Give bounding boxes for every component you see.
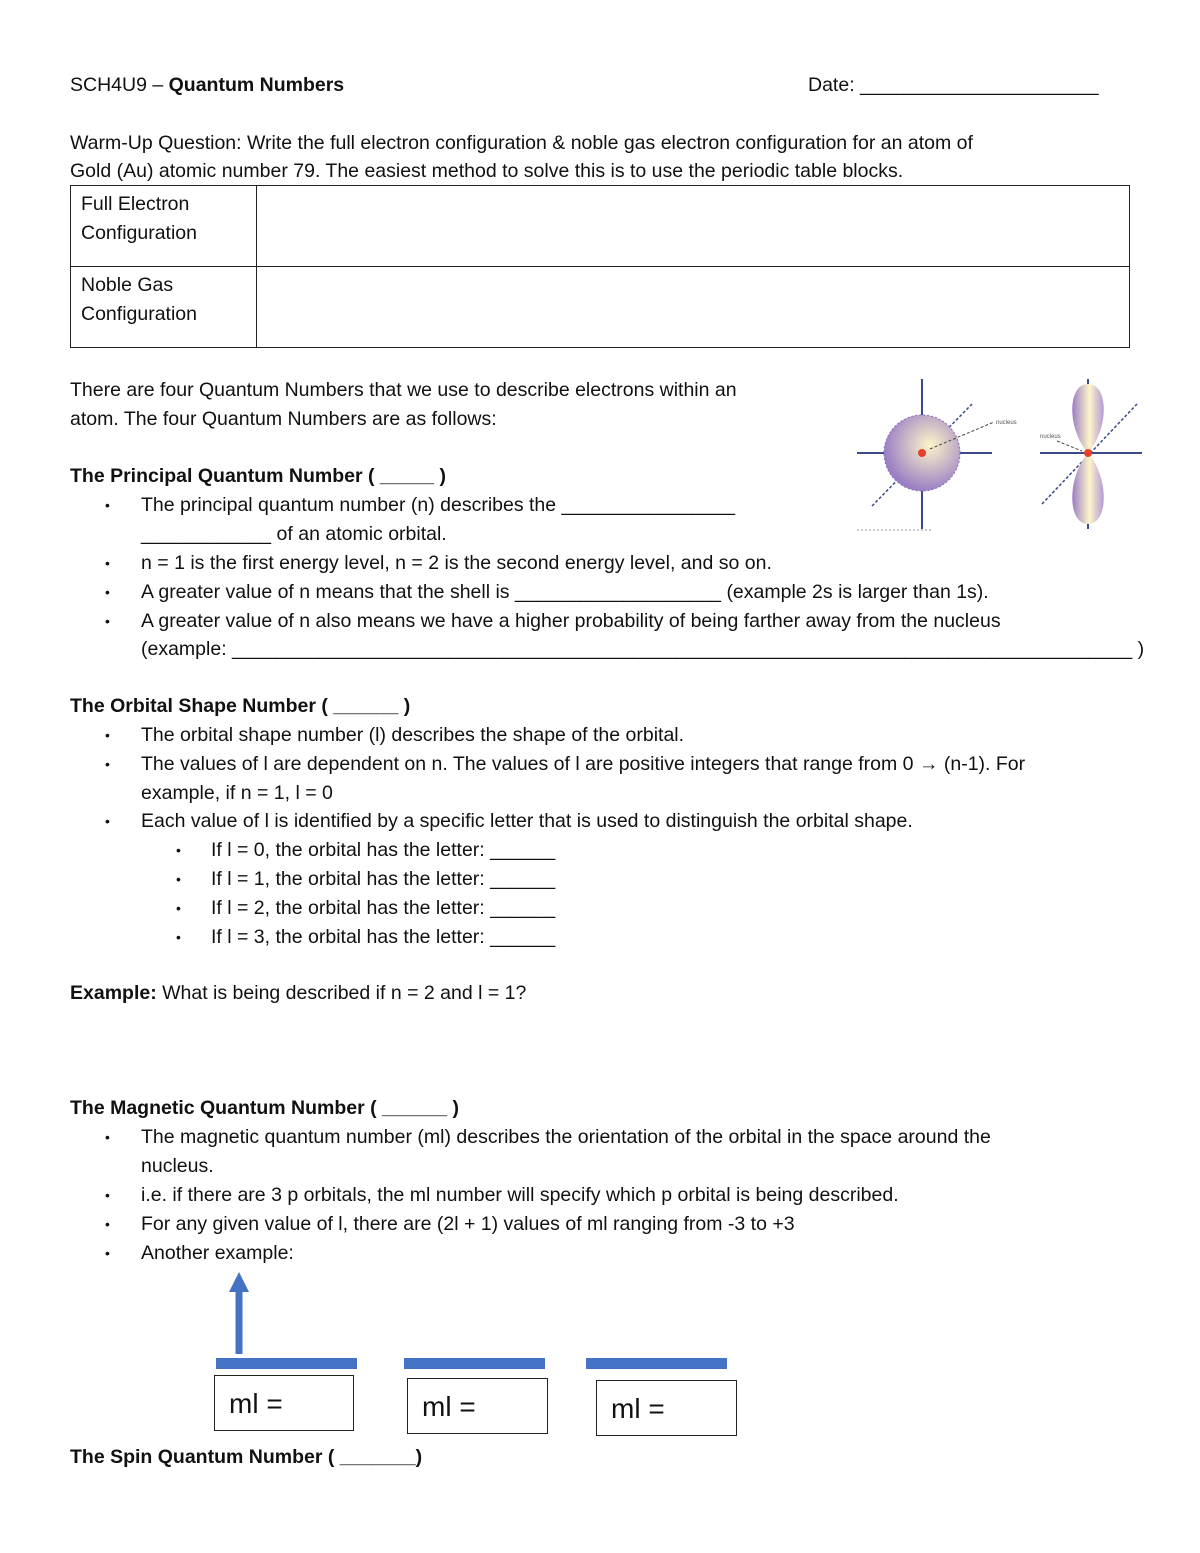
principal-bullet-1-line1: The principal quantum number (n) describes the ________________ [141,494,736,516]
bullet-icon: • [105,613,110,629]
sub-bullet-icon: • [176,900,181,916]
bullet-icon: • [105,497,110,513]
orbital-line-2 [404,1358,545,1369]
bullet-icon: • [105,1129,110,1145]
sub-bullet-icon: • [176,842,181,858]
sub-bullet-icon: • [176,929,181,945]
table-row [71,267,1130,348]
bullet-icon: • [105,1245,110,1261]
date-blank[interactable]: ______________________ [860,74,1099,96]
magnetic-bullet-4: Another example: [141,1242,294,1264]
ml-box-3[interactable]: ml = [596,1380,737,1436]
magnetic-bullet-1-line1: The magnetic quantum number (ml) describes the orientation of the orbital in the space around the [141,1126,991,1148]
date-label: Date: [808,74,861,96]
sub-bullet-icon: • [176,871,181,887]
principal-bullet-1-line2: ____________ of an atomic orbital. [141,523,447,545]
example-label: Example: [70,982,157,1004]
bullet-icon: • [105,584,110,600]
orbital-shape-bullet-1: The orbital shape number (l) describes the shape of the orbital. [141,724,685,746]
bullet-icon: • [105,1216,110,1232]
magnetic-bullet-3: For any given value of l, there are (2l + 1) values of ml ranging from -3 to +3 [141,1213,795,1235]
principal-bullet-4-line2: (example: ___________________________________________________________________________________ ) [141,638,1145,660]
bullet-icon: • [105,727,110,743]
orbital-shape-bullet-2-line1: The values of l are dependent on n. The values of l are positive integers that range from 0 → (n-1). For [141,753,1026,775]
warmup-question-line1: Warm-Up Question: Write the full electron configuration & noble gas electron configuration for an atom of [70,132,973,154]
example-text: What is being described if n = 2 and l = 1? [156,982,527,1004]
noble-gas-config-label: Noble Gas Configuration [71,267,257,348]
up-arrow-icon [228,1272,250,1360]
page-title: Quantum Numbers [168,74,345,96]
orbital-line-1 [216,1358,357,1369]
table-row [71,186,1130,267]
bullet-icon: • [105,813,110,829]
letter-l3: If l = 3, the orbital has the letter: ______ [211,926,556,948]
intro-line2: atom. The four Quantum Numbers are as follows: [70,408,497,430]
ml-box-1[interactable]: ml = [214,1375,354,1431]
principal-bullet-3: A greater value of n means that the shell is ___________________ (example 2s is larger than 1s). [141,581,989,603]
bullet-icon: • [105,555,110,571]
magnetic-bullet-2: i.e. if there are 3 p orbitals, the ml number will specify which p orbital is being described. [141,1184,899,1206]
orbital-figure [852,374,1147,539]
ml-box-2[interactable]: ml = [407,1378,548,1434]
orbital-shape-heading: The Orbital Shape Number ( ______ ) [70,695,411,717]
orbital-shape-bullet-3: Each value of l is identified by a specific letter that is used to distinguish the orbital shape. [141,810,913,832]
orbital-shape-bullet-2-line2: example, if n = 1, l = 0 [141,782,333,804]
example-question [70,982,526,1005]
course-code: SCH4U9 – [70,74,169,96]
page-header [70,74,344,97]
date-field [808,74,1099,97]
bullet-icon: • [105,1187,110,1203]
orbital-line-3 [586,1358,727,1369]
svg-text:nucleus: nucleus [1040,434,1061,440]
letter-l0: If l = 0, the orbital has the letter: ______ [211,839,556,861]
intro-line1: There are four Quantum Numbers that we use to describe electrons within an [70,379,737,401]
spin-heading: The Spin Quantum Number ( _______) [70,1446,423,1468]
svg-text:nucleus: nucleus [996,420,1017,426]
principal-bullet-4-line1: A greater value of n also means we have a higher probability of being farther away from the nucleus [141,610,1001,632]
letter-l1: If l = 1, the orbital has the letter: ______ [211,868,556,890]
magnetic-bullet-1-line2: nucleus. [141,1155,214,1177]
configuration-table [70,185,1130,348]
bullet-icon: • [105,756,110,772]
magnetic-heading: The Magnetic Quantum Number ( ______ ) [70,1097,460,1119]
principal-heading: The Principal Quantum Number ( _____ ) [70,465,447,487]
full-config-label: Full Electron Configuration [71,186,257,267]
orbital-diagram-icon [852,374,1147,539]
warmup-question-line2: Gold (Au) atomic number 79. The easiest method to solve this is to use the periodic table blocks. [70,160,904,182]
full-config-answer-cell[interactable] [257,186,1130,267]
letter-l2: If l = 2, the orbital has the letter: ______ [211,897,556,919]
noble-gas-config-answer-cell[interactable] [257,267,1130,348]
principal-bullet-2: n = 1 is the first energy level, n = 2 is the second energy level, and so on. [141,552,772,574]
